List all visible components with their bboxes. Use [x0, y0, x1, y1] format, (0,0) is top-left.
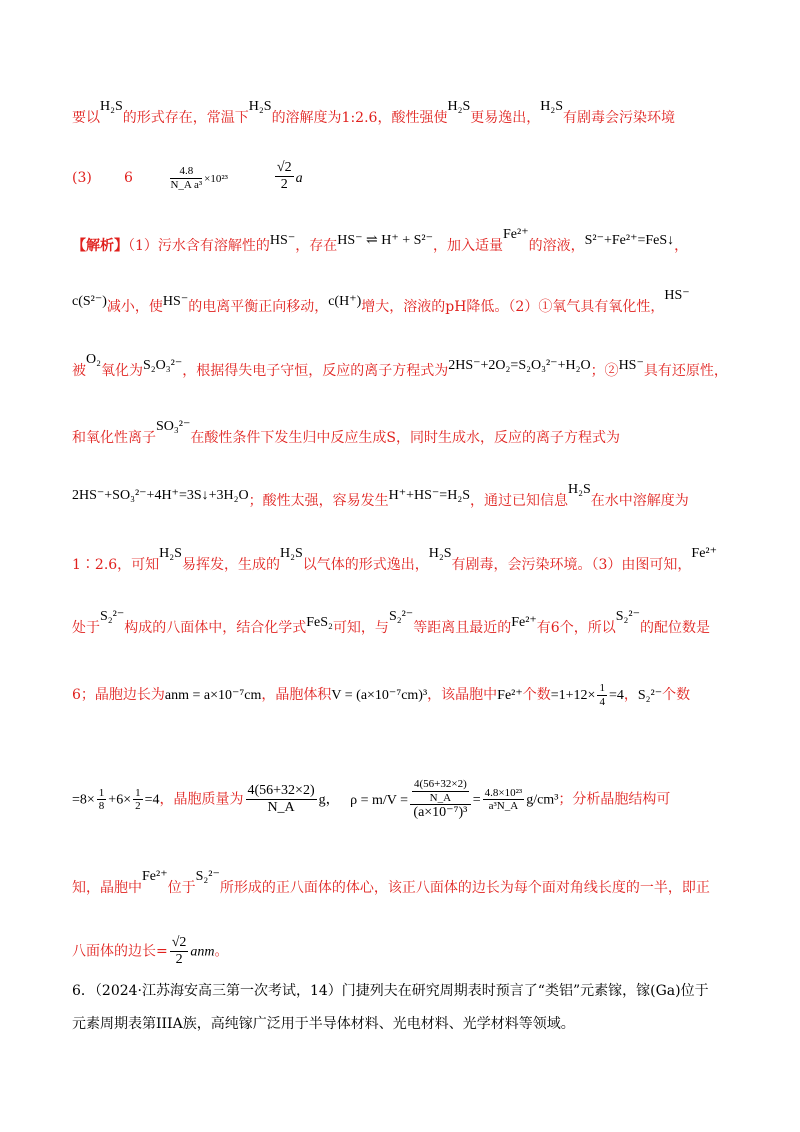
formula-h2s: H₂S	[100, 99, 123, 114]
formula-s2: S₂²⁻	[615, 609, 640, 624]
edge-fraction: $\frac{√2}{2}$	[171, 935, 187, 968]
mass-fraction: $\frac{4(56+32\times 2)}{N\_A}$	[247, 783, 315, 816]
precipitation-eq: S²⁻+Fe²⁺=FeS↓	[584, 233, 675, 248]
acid-eq: H⁺+HS⁻=H₂S	[388, 488, 470, 503]
density-result: $\frac{\text{4.8×10²³}}{\text{a³N\_A}}$	[484, 786, 523, 813]
formula-hs: HS⁻	[664, 288, 690, 303]
text: 处于	[72, 620, 100, 636]
formula-fe: Fe²⁺	[497, 688, 523, 704]
text: ；分析晶胞结构可	[558, 791, 671, 808]
formula-h2s: H₂S	[248, 99, 272, 114]
formula-hs: HS⁻	[269, 233, 296, 248]
text: ，	[674, 238, 689, 254]
text: 等距离且最近的	[413, 620, 512, 636]
oxidation-eq: 2HS⁻+2O₂=S₂O₃²⁻+H₂O	[448, 358, 591, 373]
text: 在酸性条件下发生归中反应生成S，同时生成水，反应的离子方程式为	[190, 430, 620, 446]
coordination-answer: 6	[124, 170, 133, 187]
mass-unit: g，	[318, 792, 340, 808]
density-unit: g/cm³	[526, 792, 559, 808]
analysis-line-5	[72, 482, 689, 510]
formula-h2s: H₂S	[159, 546, 182, 561]
fe-count-expr: =1+12×	[550, 688, 596, 704]
formula-hs: HS⁻	[162, 294, 189, 309]
density-multiplier: ×10²³	[204, 173, 228, 186]
cell-volume: V = (a×10⁻⁷cm)³	[331, 688, 428, 704]
edge-variable: a	[295, 171, 303, 187]
text: 易挥发，生成的	[181, 557, 280, 573]
text: 。	[214, 943, 229, 960]
text: 八面体的边长=	[72, 943, 168, 960]
density-fraction: $\frac{4.8}{\text{N\_A a³}}$	[170, 165, 203, 192]
formula-fe: Fe²⁺	[691, 546, 718, 561]
formula-so3: SO₃²⁻	[156, 419, 191, 434]
density-big-fraction: $\frac{\frac{4(56+32\times 2)}{N\_A}}{\text{(a×10⁻⁷)³}}$	[410, 778, 471, 821]
conc-s: c(S²⁻)	[72, 294, 107, 309]
analysis-line-8	[72, 682, 690, 708]
formula-fes2: FeS₂	[306, 615, 333, 630]
text: 和氧化性离子	[72, 430, 156, 446]
text: 被	[72, 363, 86, 379]
text: ；②	[590, 363, 619, 379]
analysis-line-6	[72, 546, 718, 574]
text: ，根据得失电子守恒，反应的离子方程式为	[182, 363, 449, 379]
analysis-line-1	[72, 227, 689, 255]
text: 更易逸出，	[470, 110, 541, 126]
text: 以气体的形式逸出，	[302, 557, 429, 573]
answer-line-1	[72, 99, 676, 127]
text: 个数	[522, 687, 551, 704]
fe-count-result: =4	[608, 688, 624, 704]
text: 氧化为	[101, 363, 143, 379]
question-label: (3)	[72, 170, 92, 187]
equals: =	[472, 792, 481, 808]
formula-s2: S₂²⁻	[100, 609, 125, 624]
analysis-line-2	[72, 288, 690, 316]
edge-unit: anm	[190, 944, 215, 960]
equilibrium-eq: HS⁻ ⇌ H⁺ + S²⁻	[337, 233, 434, 248]
question-6-line-2: 元素周期表第IIIA族，高纯镓广泛用于半导体材料、光电材料、光学材料等领域。	[72, 1016, 575, 1032]
analysis-line-3	[72, 352, 728, 380]
density-expr: ρ = m/V =	[350, 792, 408, 808]
conc-h: c(H⁺)	[328, 294, 362, 309]
question-6-line-1: 6．（2024·江苏海安高三第一次考试，14）门捷列夫在研究周期表时预言了“类铝”元素镓，镓(Ga)位于	[72, 983, 709, 999]
text: 要以	[72, 110, 100, 126]
s2-count-mid: +6×	[108, 792, 132, 808]
analysis-line-11	[72, 935, 229, 968]
formula-h2s: H₂S	[540, 99, 564, 114]
text: ，通过已知信息	[469, 493, 568, 509]
formula-fe: Fe²⁺	[503, 227, 529, 242]
formula-h2s: H₂S	[447, 99, 471, 114]
text: 的溶液，	[528, 238, 585, 254]
text: ；酸性太强，容易发生	[248, 493, 389, 509]
text: ，晶胞体积	[261, 687, 332, 704]
text: ，存在	[295, 238, 338, 254]
formula-o2: O₂	[86, 352, 101, 367]
text: 在水中溶解度为	[590, 493, 689, 509]
text: 6；晶胞边长为	[72, 687, 165, 704]
formula-fe: Fe²⁺	[142, 869, 168, 884]
text: 知，晶胞中	[72, 880, 142, 896]
formula-s2o3: S₂O₃²⁻	[143, 358, 183, 373]
analysis-line-9	[72, 778, 670, 821]
s2-count-expr: =8×	[72, 792, 95, 808]
edge-length: anm = a×10⁻⁷cm	[164, 688, 262, 704]
text: 位于	[167, 880, 196, 896]
text: 有剧毒会污染环境	[563, 110, 676, 126]
formula-h2s: H₂S	[279, 546, 303, 561]
text: 所形成的正八面体的体心，该正八面体的边长为每个面对角线长度的一半，即正	[219, 880, 710, 896]
text: 个数	[662, 687, 691, 704]
analysis-line-7	[72, 609, 710, 637]
edge-fraction: $\frac{√2}{2}$	[276, 160, 292, 193]
text: 构成的八面体中，结合化学式	[124, 620, 307, 636]
comproportionation-eq: 2HS⁻+SO₃²⁻+4H⁺=3S↓+3H₂O	[72, 488, 249, 503]
formula-h2s: H₂S	[567, 482, 591, 497]
formula-fe: Fe²⁺	[511, 615, 537, 630]
answer-line-2	[72, 160, 303, 193]
eighth-fraction: $\frac{1}{8}$	[98, 786, 105, 813]
text: 1∶2.6，可知	[72, 557, 160, 573]
text: 增大，溶液的pH降低。（2）①氧气具有氧化性，	[361, 299, 665, 315]
text: 有6个，所以	[536, 620, 616, 636]
formula-hs: HS⁻	[618, 358, 644, 373]
text: 具有还原性，	[643, 363, 728, 379]
text: （1）污水含有溶解性的	[128, 238, 270, 254]
s2-count-result: =4	[144, 792, 160, 808]
text: 有剧毒，会污染环境。（3）由图可知，	[451, 557, 692, 573]
text: ，该晶胞中	[427, 687, 498, 704]
formula-s2: S₂²⁻	[195, 869, 220, 884]
text: ，	[623, 687, 638, 704]
text: 的电离平衡正向移动，	[188, 299, 329, 315]
analysis-tag: 【解析】	[72, 238, 128, 254]
text: 的形式存在，常温下	[122, 110, 249, 126]
text: 减小，使	[106, 299, 163, 315]
analysis-line-10	[72, 869, 710, 897]
text: ，晶胞质量为	[159, 791, 244, 808]
quarter-fraction: $\frac{1}{4}$	[599, 682, 605, 708]
text: 可知，与	[332, 620, 389, 636]
analysis-line-4	[72, 419, 620, 447]
formula-s2: S₂²⁻	[388, 609, 414, 624]
text: 的配位数是	[639, 620, 710, 636]
formula-s2: S₂²⁻	[637, 688, 663, 704]
text: 的溶解度为1:2.6，酸性强使	[271, 110, 448, 126]
text: ，加入适量	[433, 238, 504, 254]
formula-h2s: H₂S	[428, 546, 452, 561]
half-fraction: $\frac{1}{2}$	[135, 786, 141, 813]
